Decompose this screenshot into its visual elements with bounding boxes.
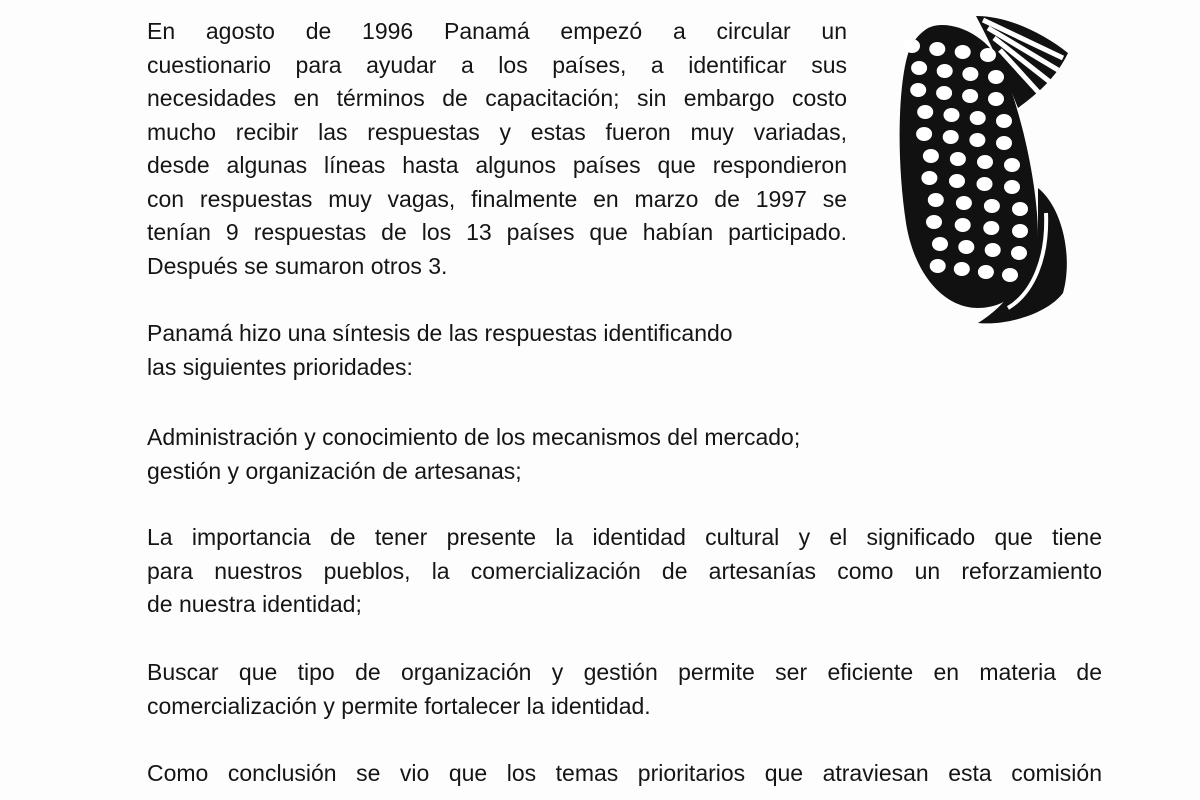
corn-kernel xyxy=(985,243,1001,257)
corn-kernel xyxy=(1011,246,1027,260)
corn-kernel xyxy=(923,149,939,163)
corn-kernel xyxy=(926,215,942,229)
corn-kernel xyxy=(911,61,927,75)
text-line: mucho recibir las respuestas y estas fueron muy variadas, xyxy=(147,118,847,145)
corn-kernel xyxy=(969,133,985,147)
text-line: gestión y organización de artesanas; xyxy=(147,457,522,484)
corn-kernel xyxy=(917,105,933,119)
text-line: las siguientes prioridades: xyxy=(147,353,413,380)
text-line: de nuestra identidad; xyxy=(147,591,362,617)
corn-kernel xyxy=(962,67,978,81)
corn-kernel xyxy=(954,262,970,276)
text-line: con respuestas muy vagas, finalmente en marzo de 1997 se xyxy=(147,185,847,212)
text-line: tenían 9 respuestas de los 13 países que habían participado. xyxy=(147,219,847,245)
corn-kernel xyxy=(943,130,959,144)
text-line: La importancia de tener presente la identidad cultural y el significado que tiene xyxy=(147,524,1102,550)
corn-kernel xyxy=(929,42,945,56)
corn-kernel xyxy=(930,259,946,273)
corn-kernel xyxy=(936,86,952,100)
intro-paragraph xyxy=(147,15,847,283)
corn-kernel xyxy=(1012,224,1028,238)
corn-kernel xyxy=(955,45,971,59)
corn-kernel xyxy=(944,108,960,122)
corn-kernel xyxy=(928,193,944,207)
conclusion-paragraph xyxy=(147,757,1102,791)
corn-cob-icon xyxy=(888,8,1078,328)
corn-kernel xyxy=(996,136,1012,150)
corn-kernel xyxy=(1004,180,1020,194)
priority-paragraph-1 xyxy=(147,421,1097,488)
corn-kernel xyxy=(980,48,996,62)
corn-kernel xyxy=(921,171,937,185)
corn-kernel xyxy=(955,218,971,232)
text-line: Administración y conocimiento de los mecanismos del mercado; xyxy=(147,424,801,450)
corn-kernel xyxy=(962,89,978,103)
corn-kernel xyxy=(949,174,965,188)
corn-kernel xyxy=(937,64,953,78)
text-line: Buscar que tipo de organización y gestión permite ser eficiente en materia de xyxy=(147,659,1102,685)
corn-kernel xyxy=(977,155,993,169)
text-line: En agosto de 1996 Panamá empezó a circular un xyxy=(147,18,847,44)
corn-kernel xyxy=(988,92,1004,106)
text-line: Panamá hizo una síntesis de las respuestas identificando xyxy=(147,320,733,346)
corn-kernel xyxy=(904,39,920,53)
corn-kernel xyxy=(970,111,986,125)
corn-kernel xyxy=(1004,158,1020,172)
text-line: necesidades en términos de capacitación; sin embargo costo xyxy=(147,85,847,111)
priority-paragraph-2 xyxy=(147,521,1102,622)
text-line: cuestionario para ayudar a los países, a identificar sus xyxy=(147,51,847,78)
corn-kernel xyxy=(916,127,932,141)
corn-kernel xyxy=(988,70,1004,84)
corn-kernel xyxy=(1002,268,1018,282)
text-line: Como conclusión se vio que los temas prioritarios que atraviesan esta comisión xyxy=(147,760,1102,786)
corn-kernel xyxy=(996,114,1012,128)
corn-kernel xyxy=(983,221,999,235)
corn-kernel xyxy=(932,237,948,251)
corn-kernel xyxy=(977,177,993,191)
corn-kernel xyxy=(978,265,994,279)
corn-kernel xyxy=(984,199,1000,213)
text-line: para nuestros pueblos, la comercialización de artesanías como un reforzamiento xyxy=(147,557,1102,584)
text-line: Después se sumaron otros 3. xyxy=(147,252,448,279)
text-line: desde algunas líneas hasta algunos países que respondieron xyxy=(147,152,847,178)
corn-kernel xyxy=(950,152,966,166)
corn-kernel xyxy=(956,196,972,210)
priority-paragraph-3 xyxy=(147,656,1102,723)
text-line: comercialización y permite fortalecer la identidad. xyxy=(147,692,651,719)
corn-kernel xyxy=(910,83,926,97)
corn-kernel xyxy=(1012,202,1028,216)
synthesis-paragraph xyxy=(147,317,847,384)
corn-kernel xyxy=(958,240,974,254)
